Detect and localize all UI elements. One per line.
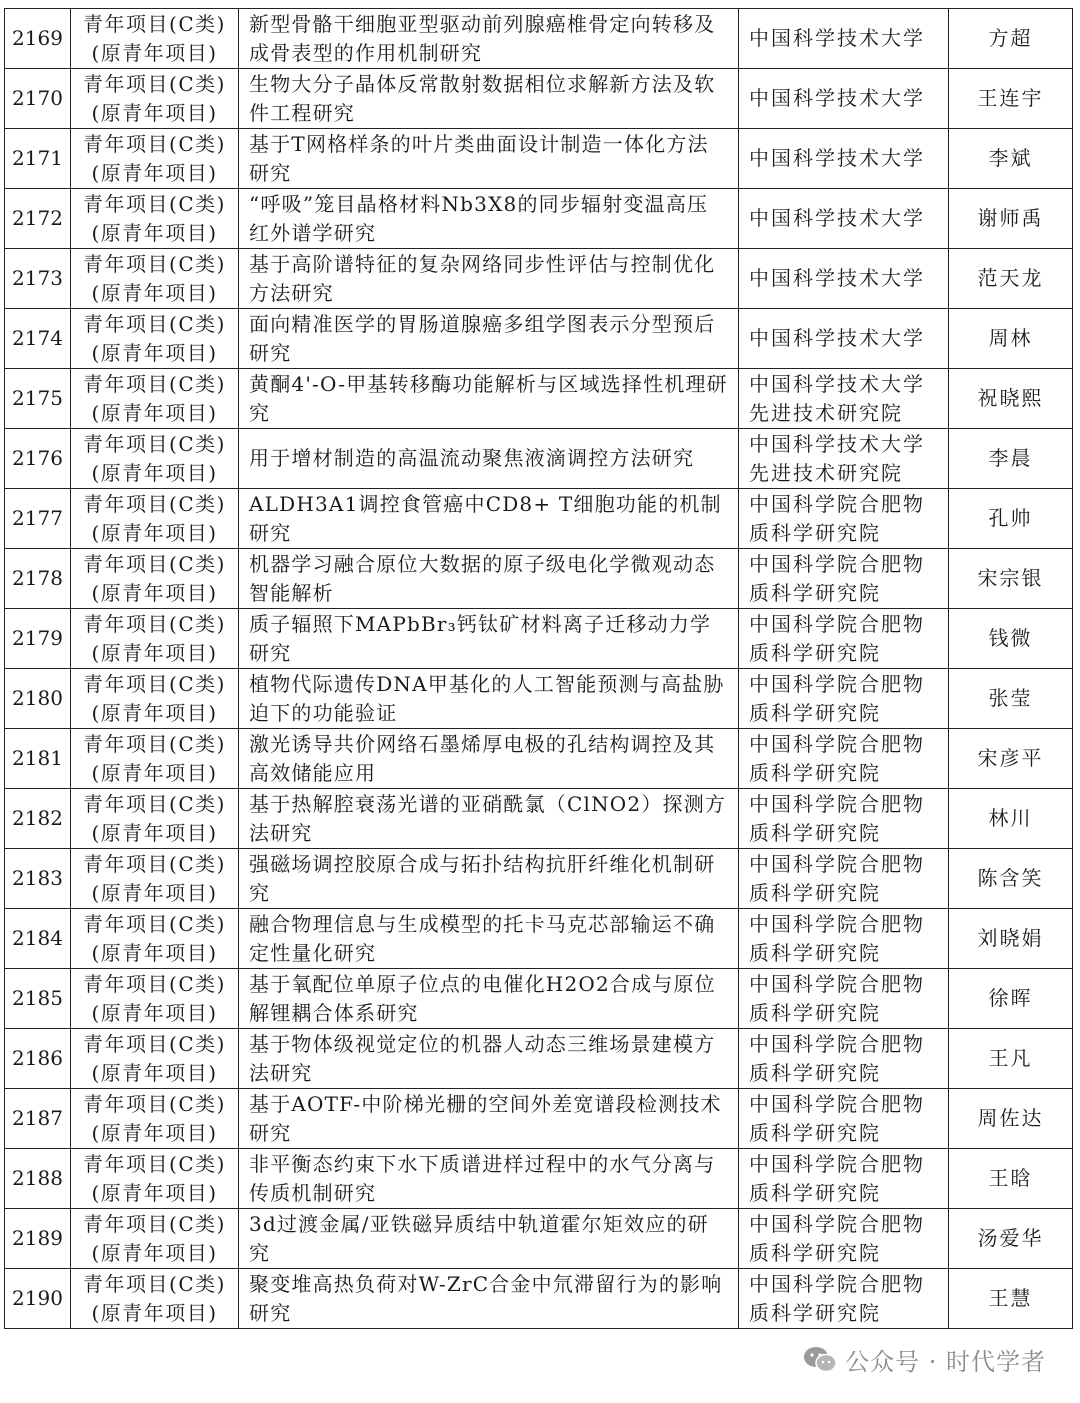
category-line-1: 青年项目(C类) <box>83 431 226 456</box>
project-category <box>71 1029 239 1089</box>
project-category <box>71 429 239 489</box>
person-name: 陈含笑 <box>949 849 1073 909</box>
category-line-1: 青年项目(C类) <box>83 851 226 876</box>
table-row <box>5 669 1073 729</box>
table-row <box>5 1149 1073 1209</box>
person-name: 张莹 <box>949 669 1073 729</box>
table-row <box>5 609 1073 669</box>
project-category <box>71 729 239 789</box>
project-category <box>71 1209 239 1269</box>
project-title: 基于热解腔衰荡光谱的亚硝酰氯（ClNO2）探测方法研究 <box>239 789 739 849</box>
category-line-1: 青年项目(C类) <box>83 971 226 996</box>
institution: 中国科学技术大学先进技术研究院 <box>739 429 949 489</box>
table-row <box>5 1089 1073 1149</box>
project-title: 生物大分子晶体反常散射数据相位求解新方法及软件工程研究 <box>239 69 739 129</box>
category-line-1: 青年项目(C类) <box>83 1091 226 1116</box>
project-table-body <box>5 9 1073 1329</box>
project-title: 植物代际遗传DNA甲基化的人工智能预测与高盐胁迫下的功能验证 <box>239 669 739 729</box>
project-category <box>71 849 239 909</box>
project-title: 非平衡态约束下水下质谱进样过程中的水气分离与传质机制研究 <box>239 1149 739 1209</box>
category-line-2: (原青年项目) <box>91 880 218 905</box>
category-line-1: 青年项目(C类) <box>83 611 226 636</box>
category-line-1: 青年项目(C类) <box>83 791 226 816</box>
project-title: 基于AOTF-中阶梯光栅的空间外差宽谱段检测技术研究 <box>239 1089 739 1149</box>
project-title: 3d过渡金属/亚铁磁异质结中轨道霍尔矩效应的研究 <box>239 1209 739 1269</box>
institution: 中国科学院合肥物质科学研究院 <box>739 1149 949 1209</box>
table-row <box>5 909 1073 969</box>
person-name: 王凡 <box>949 1029 1073 1089</box>
project-title: 质子辐照下MAPbBr₃钙钛矿材料离子迁移动力学研究 <box>239 609 739 669</box>
institution: 中国科学院合肥物质科学研究院 <box>739 1029 949 1089</box>
person-name: 方超 <box>949 9 1073 69</box>
institution: 中国科学院合肥物质科学研究院 <box>739 1209 949 1269</box>
category-line-2: (原青年项目) <box>91 820 218 845</box>
row-number: 2169 <box>5 9 71 69</box>
project-title: 机器学习融合原位大数据的原子级电化学微观动态智能解析 <box>239 549 739 609</box>
category-line-2: (原青年项目) <box>91 160 218 185</box>
person-name: 周林 <box>949 309 1073 369</box>
table-row <box>5 969 1073 1029</box>
person-name: 刘晓娟 <box>949 909 1073 969</box>
category-line-1: 青年项目(C类) <box>83 191 226 216</box>
person-name: 林川 <box>949 789 1073 849</box>
project-category <box>71 969 239 1029</box>
person-name: 王连宇 <box>949 69 1073 129</box>
project-title: 基于氧配位单原子位点的电催化H2O2合成与原位解锂耦合体系研究 <box>239 969 739 1029</box>
row-number: 2176 <box>5 429 71 489</box>
person-name: 宋彦平 <box>949 729 1073 789</box>
project-category <box>71 669 239 729</box>
category-line-2: (原青年项目) <box>91 940 218 965</box>
category-line-1: 青年项目(C类) <box>83 71 226 96</box>
wechat-icon <box>803 1345 837 1375</box>
row-number: 2170 <box>5 69 71 129</box>
institution: 中国科学院合肥物质科学研究院 <box>739 609 949 669</box>
row-number: 2171 <box>5 129 71 189</box>
category-line-1: 青年项目(C类) <box>83 131 226 156</box>
institution: 中国科学技术大学 <box>739 189 949 249</box>
category-line-1: 青年项目(C类) <box>83 371 226 396</box>
category-line-2: (原青年项目) <box>91 1060 218 1085</box>
table-row <box>5 729 1073 789</box>
row-number: 2180 <box>5 669 71 729</box>
institution: 中国科学院合肥物质科学研究院 <box>739 969 949 1029</box>
category-line-2: (原青年项目) <box>91 760 218 785</box>
person-name: 王慧 <box>949 1269 1073 1329</box>
institution: 中国科学技术大学 <box>739 249 949 309</box>
project-category <box>71 609 239 669</box>
project-table <box>4 8 1073 1329</box>
institution: 中国科学院合肥物质科学研究院 <box>739 669 949 729</box>
row-number: 2182 <box>5 789 71 849</box>
category-line-1: 青年项目(C类) <box>83 1151 226 1176</box>
person-name: 徐晖 <box>949 969 1073 1029</box>
row-number: 2186 <box>5 1029 71 1089</box>
project-category <box>71 129 239 189</box>
row-number: 2190 <box>5 1269 71 1329</box>
row-number: 2185 <box>5 969 71 1029</box>
project-category <box>71 69 239 129</box>
institution: 中国科学院合肥物质科学研究院 <box>739 549 949 609</box>
category-line-2: (原青年项目) <box>91 340 218 365</box>
category-line-2: (原青年项目) <box>91 1000 218 1025</box>
category-line-1: 青年项目(C类) <box>83 1211 226 1236</box>
project-category <box>71 1089 239 1149</box>
person-name: 李晨 <box>949 429 1073 489</box>
category-line-1: 青年项目(C类) <box>83 11 226 36</box>
project-title: 用于增材制造的高温流动聚焦液滴调控方法研究 <box>239 429 739 489</box>
category-line-1: 青年项目(C类) <box>83 911 226 936</box>
project-category <box>71 369 239 429</box>
row-number: 2177 <box>5 489 71 549</box>
person-name: 孔帅 <box>949 489 1073 549</box>
person-name: 周佐达 <box>949 1089 1073 1149</box>
person-name: 范天龙 <box>949 249 1073 309</box>
row-number: 2178 <box>5 549 71 609</box>
row-number: 2179 <box>5 609 71 669</box>
project-category <box>71 9 239 69</box>
category-line-2: (原青年项目) <box>91 280 218 305</box>
row-number: 2188 <box>5 1149 71 1209</box>
category-line-1: 青年项目(C类) <box>83 731 226 756</box>
project-title: 激光诱导共价网络石墨烯厚电极的孔结构调控及其高效储能应用 <box>239 729 739 789</box>
table-row <box>5 549 1073 609</box>
table-row <box>5 9 1073 69</box>
table-row <box>5 249 1073 309</box>
row-number: 2174 <box>5 309 71 369</box>
institution: 中国科学技术大学 <box>739 309 949 369</box>
person-name: 李斌 <box>949 129 1073 189</box>
category-line-1: 青年项目(C类) <box>83 311 226 336</box>
table-row <box>5 1029 1073 1089</box>
row-number: 2189 <box>5 1209 71 1269</box>
category-line-2: (原青年项目) <box>91 700 218 725</box>
category-line-1: 青年项目(C类) <box>83 491 226 516</box>
table-row <box>5 789 1073 849</box>
project-category <box>71 249 239 309</box>
category-line-2: (原青年项目) <box>91 100 218 125</box>
project-category <box>71 1149 239 1209</box>
category-line-2: (原青年项目) <box>91 1120 218 1145</box>
project-title: 黄酮4'-O-甲基转移酶功能解析与区域选择性机理研究 <box>239 369 739 429</box>
person-name: 钱微 <box>949 609 1073 669</box>
project-title: 面向精准医学的胃肠道腺癌多组学图表示分型预后研究 <box>239 309 739 369</box>
person-name: 谢师禹 <box>949 189 1073 249</box>
table-row <box>5 489 1073 549</box>
row-number: 2184 <box>5 909 71 969</box>
category-line-2: (原青年项目) <box>91 220 218 245</box>
category-line-1: 青年项目(C类) <box>83 251 226 276</box>
row-number: 2172 <box>5 189 71 249</box>
project-title: “呼吸”笼目晶格材料Nb3X8的同步辐射变温高压红外谱学研究 <box>239 189 739 249</box>
table-row <box>5 189 1073 249</box>
row-number: 2187 <box>5 1089 71 1149</box>
project-title: 融合物理信息与生成模型的托卡马克芯部输运不确定性量化研究 <box>239 909 739 969</box>
category-line-1: 青年项目(C类) <box>83 1031 226 1056</box>
project-category <box>71 1269 239 1329</box>
institution: 中国科学技术大学 <box>739 9 949 69</box>
project-category <box>71 909 239 969</box>
institution: 中国科学院合肥物质科学研究院 <box>739 909 949 969</box>
project-title: 基于T网格样条的叶片类曲面设计制造一体化方法研究 <box>239 129 739 189</box>
person-name: 宋宗银 <box>949 549 1073 609</box>
table-row <box>5 309 1073 369</box>
project-title: 聚变堆高热负荷对W-ZrC合金中氘滞留行为的影响研究 <box>239 1269 739 1329</box>
table-row <box>5 129 1073 189</box>
table-row <box>5 69 1073 129</box>
person-name: 祝晓熙 <box>949 369 1073 429</box>
institution: 中国科学院合肥物质科学研究院 <box>739 1269 949 1329</box>
project-category <box>71 549 239 609</box>
category-line-1: 青年项目(C类) <box>83 1271 226 1296</box>
category-line-2: (原青年项目) <box>91 520 218 545</box>
category-line-1: 青年项目(C类) <box>83 671 226 696</box>
row-number: 2181 <box>5 729 71 789</box>
institution: 中国科学技术大学先进技术研究院 <box>739 369 949 429</box>
project-category <box>71 489 239 549</box>
category-line-2: (原青年项目) <box>91 1300 218 1325</box>
person-name: 汤爱华 <box>949 1209 1073 1269</box>
category-line-2: (原青年项目) <box>91 40 218 65</box>
table-row <box>5 849 1073 909</box>
project-category <box>71 309 239 369</box>
project-title: 强磁场调控胶原合成与拓扑结构抗肝纤维化机制研究 <box>239 849 739 909</box>
table-row <box>5 369 1073 429</box>
project-category <box>71 789 239 849</box>
row-number: 2183 <box>5 849 71 909</box>
institution: 中国科学技术大学 <box>739 69 949 129</box>
table-row <box>5 429 1073 489</box>
project-title: ALDH3A1调控食管癌中CD8+ T细胞功能的机制研究 <box>239 489 739 549</box>
table-row <box>5 1209 1073 1269</box>
category-line-2: (原青年项目) <box>91 1180 218 1205</box>
category-line-2: (原青年项目) <box>91 460 218 485</box>
watermark <box>803 1342 1046 1377</box>
project-category <box>71 189 239 249</box>
institution: 中国科学技术大学 <box>739 129 949 189</box>
institution: 中国科学院合肥物质科学研究院 <box>739 1089 949 1149</box>
project-title: 新型骨骼干细胞亚型驱动前列腺癌椎骨定向转移及成骨表型的作用机制研究 <box>239 9 739 69</box>
category-line-2: (原青年项目) <box>91 400 218 425</box>
row-number: 2173 <box>5 249 71 309</box>
category-line-2: (原青年项目) <box>91 640 218 665</box>
institution: 中国科学院合肥物质科学研究院 <box>739 789 949 849</box>
person-name: 王晗 <box>949 1149 1073 1209</box>
watermark-text: 公众号 · 时代学者 <box>845 1348 1046 1376</box>
category-line-2: (原青年项目) <box>91 1240 218 1265</box>
category-line-2: (原青年项目) <box>91 580 218 605</box>
institution: 中国科学院合肥物质科学研究院 <box>739 729 949 789</box>
institution: 中国科学院合肥物质科学研究院 <box>739 849 949 909</box>
project-title: 基于高阶谱特征的复杂网络同步性评估与控制优化方法研究 <box>239 249 739 309</box>
category-line-1: 青年项目(C类) <box>83 551 226 576</box>
institution: 中国科学院合肥物质科学研究院 <box>739 489 949 549</box>
row-number: 2175 <box>5 369 71 429</box>
table-row <box>5 1269 1073 1329</box>
project-title: 基于物体级视觉定位的机器人动态三维场景建模方法研究 <box>239 1029 739 1089</box>
